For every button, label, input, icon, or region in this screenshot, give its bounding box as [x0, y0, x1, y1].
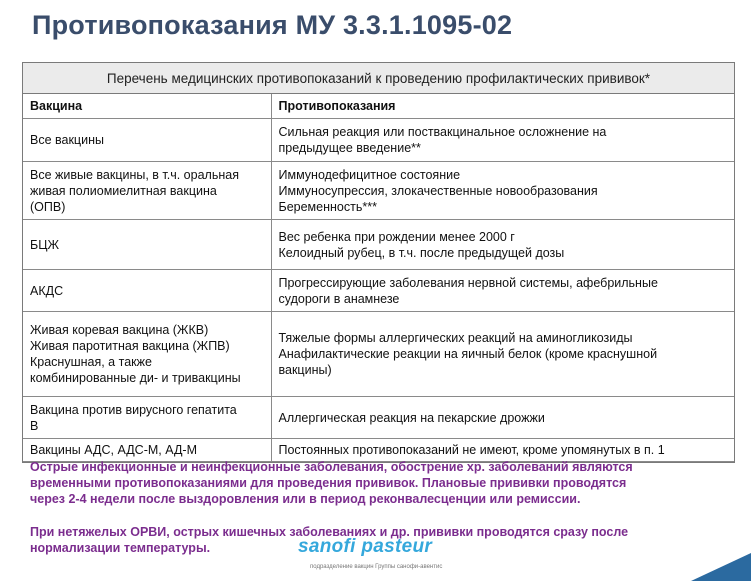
vaccine-cell: Все вакцины — [23, 119, 271, 162]
vaccine-cell: АКДС — [23, 270, 271, 312]
vaccine-cell: Живая коревая вакцина (ЖКВ) Живая паротитная вакцина (ЖПВ) Краснушная, а также комбинированные ди- и тривакцины — [23, 312, 271, 397]
contra-cell: Вес ребенка при рождении менее 2000 г Келоидный рубец, в т.ч. после предыдущей дозы — [271, 220, 734, 270]
vaccine-cell: Вакцины АДС, АДС-М, АД-М — [23, 439, 271, 462]
contra-cell: Постоянных противопоказаний не имеют, кроме упомянутых в п. 1 — [271, 439, 734, 462]
contra-cell: Прогрессирующие заболевания нервной системы, афебрильные судороги в анамнезе — [271, 270, 734, 312]
vaccine-cell: Вакцина против вирусного гепатита В — [23, 397, 271, 439]
vaccine-cell: БЦЖ — [23, 220, 271, 270]
table-row — [23, 397, 734, 439]
corner-decoration — [691, 553, 751, 581]
contra-cell: Иммунодефицитное состояние Иммуносупрессия, злокачественные новообразования Беременность*** — [271, 162, 734, 220]
table-header-row — [23, 94, 734, 119]
table-row — [23, 162, 734, 220]
logo-tagline: подразделение вакцин Группы санофи-авентис — [310, 564, 443, 570]
sanofi-pasteur-logo: sanofi pasteur — [298, 536, 433, 557]
page-title: Противопоказания МУ 3.3.1.1095-02 — [32, 10, 513, 40]
contra-cell: Тяжелые формы аллергических реакций на аминогликозиды Анафилактические реакции на яичный белок (кроме краснушной вакцины) — [271, 312, 734, 397]
contraindications-table — [22, 62, 735, 463]
table-caption: Перечень медицинских противопоказаний к проведению профилактических прививок* — [23, 63, 734, 94]
header-vaccine: Вакцина — [23, 94, 271, 119]
table-row — [23, 220, 734, 270]
table-row — [23, 312, 734, 397]
vaccine-cell: Все живые вакцины, в т.ч. оральная живая полиомиелитная вакцина (ОПВ) — [23, 162, 271, 220]
contra-cell: Сильная реакция или поствакцинальное осложнение на предыдущее введение** — [271, 119, 734, 162]
header-contraindications: Противопоказания — [271, 94, 734, 119]
note-temporary-contraindications: Острые инфекционные и неинфекционные заболевания, обострение хр. заболеваний являются временными противопоказаниями для проведения прививок. Плановые прививки проводятся через 2-4 недели после выздоровления или в период реконвалесценции или ремиссии. — [30, 460, 633, 506]
contra-cell: Аллергическая реакция на пекарские дрожжи — [271, 397, 734, 439]
note-mild-illness: При нетяжелых ОРВИ, острых кишечных заболеваниях и др. прививки проводятся сразу после нормализации температуры. — [30, 525, 629, 555]
table-row — [23, 119, 734, 162]
table-row — [23, 270, 734, 312]
